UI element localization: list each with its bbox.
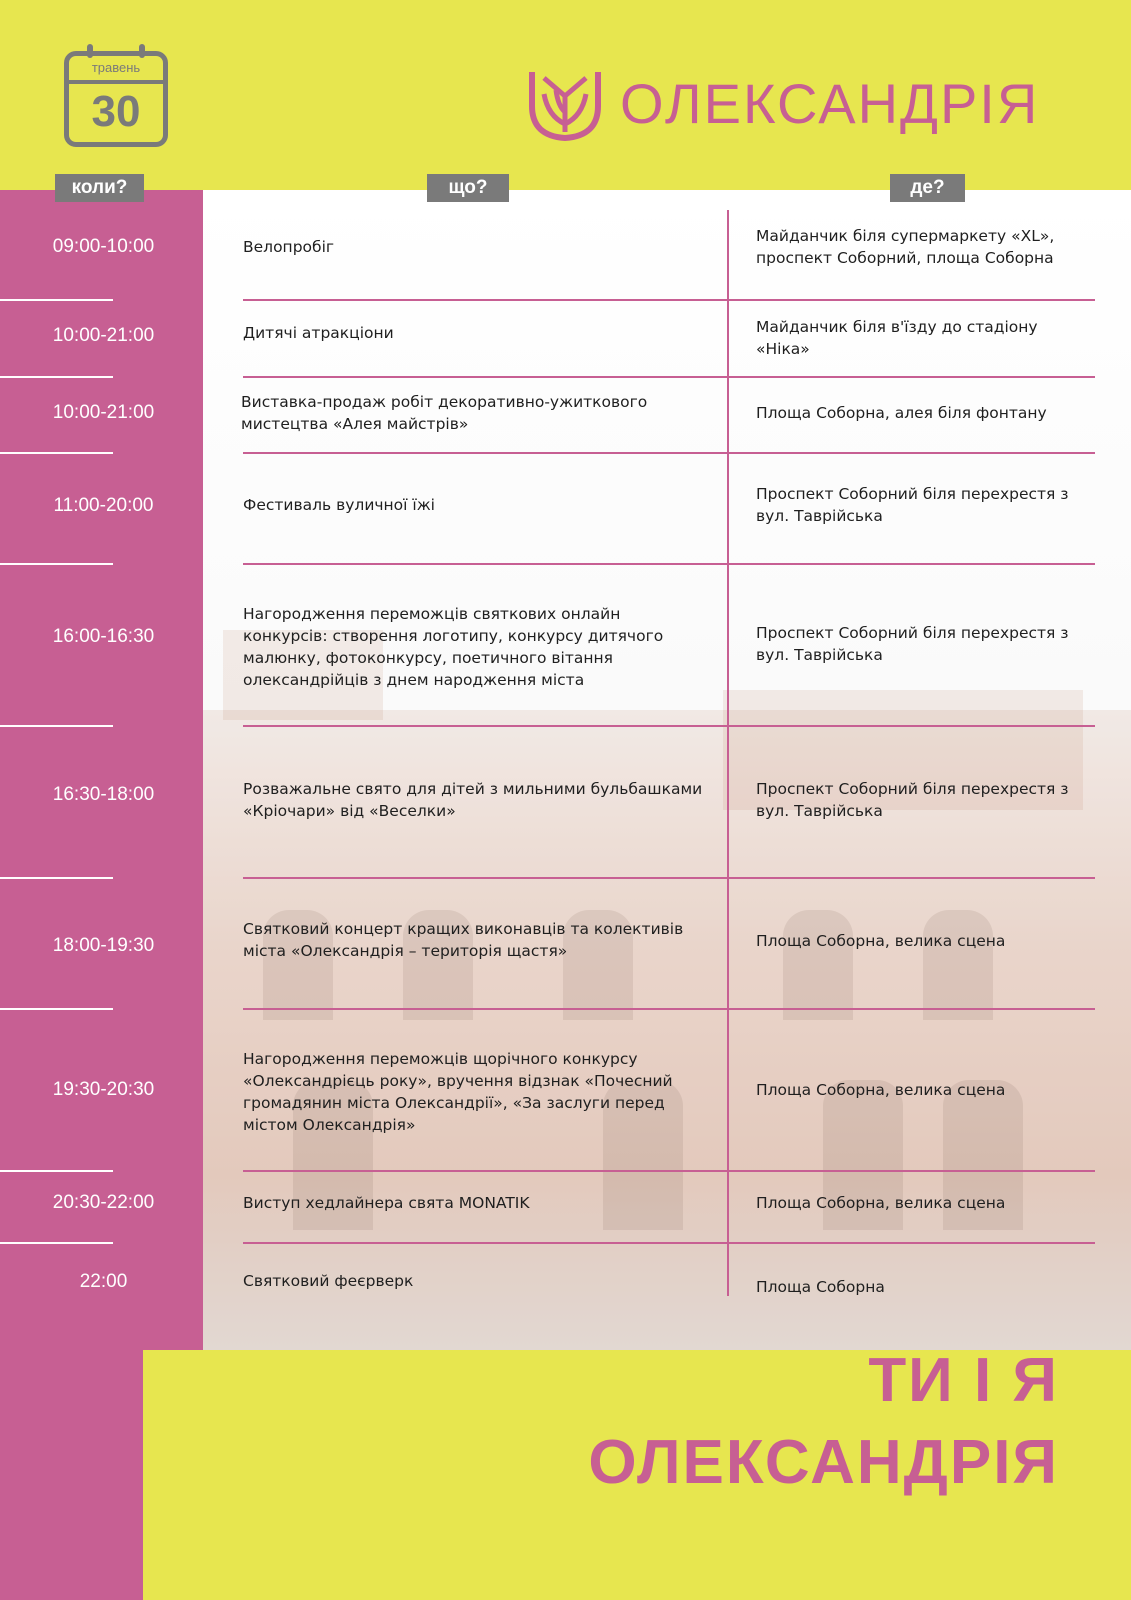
event-location: Майданчик біля супермаркету «XL», проспект Соборний, площа Соборна: [756, 227, 1055, 267]
event-title: Велопробіг: [243, 238, 335, 256]
header-where: де?: [890, 174, 965, 202]
event-title: Виставка-продаж робіт декоративно-ужиткового мистецтва «Алея майстрів»: [241, 393, 648, 433]
brand-name: ОЛЕКСАНДРІЯ: [620, 72, 1040, 135]
event-title: Розважальне свято для дітей з мильними бульбашками «Кріочари» від «Веселки»: [243, 780, 703, 820]
event-time: 20:30-22:00: [52, 1192, 155, 1213]
header-what: що?: [427, 174, 509, 202]
event-title: Виступ хедлайнера свята MONATIK: [243, 1194, 530, 1212]
event-location: Площа Соборна, велика сцена: [756, 1194, 1006, 1212]
event-location: Площа Соборна, велика сцена: [756, 1081, 1006, 1099]
event-time: 16:00-16:30: [52, 626, 155, 647]
calendar-month: травень: [91, 60, 141, 75]
calendar-icon: [64, 51, 168, 147]
column-divider: [727, 210, 729, 1296]
header-when: коли?: [55, 174, 144, 202]
slogan-line-2: ОЛЕКСАНДРІЯ: [588, 1428, 1059, 1497]
event-time: 19:30-20:30: [52, 1079, 155, 1100]
row-divider: [243, 725, 1095, 727]
event-title: Фестиваль вуличної їжі: [243, 496, 435, 514]
event-title: Святковий феєрверк: [243, 1272, 414, 1290]
row-divider: [243, 877, 1095, 879]
event-time: 18:00-19:30: [52, 935, 155, 956]
content-background: [203, 190, 1131, 1350]
row-divider: [243, 299, 1095, 301]
oleksandriia-logo-icon: [528, 66, 602, 142]
event-time: 10:00-21:00: [52, 325, 155, 346]
row-divider: [0, 452, 113, 454]
calendar-day: 30: [91, 87, 141, 136]
event-location: Проспект Соборний біля перехрестя з вул. Таврійська: [756, 624, 1069, 664]
row-divider: [0, 1242, 113, 1244]
row-divider: [0, 877, 113, 879]
event-location: Площа Соборна, велика сцена: [756, 932, 1006, 950]
event-title: Дитячі атракціони: [243, 324, 394, 342]
row-divider: [0, 1008, 113, 1010]
row-divider: [243, 1170, 1095, 1172]
row-divider: [0, 563, 113, 565]
event-time: 22:00: [79, 1271, 128, 1292]
event-location: Площа Соборна, алея біля фонтану: [756, 404, 1047, 422]
row-divider: [0, 1170, 113, 1172]
row-divider: [243, 563, 1095, 565]
event-time: 16:30-18:00: [52, 784, 155, 805]
event-location: Майданчик біля в'їзду до стадіону «Ніка»: [756, 318, 1038, 358]
row-divider: [0, 725, 113, 727]
event-time: 09:00-10:00: [52, 236, 155, 257]
event-time: 11:00-20:00: [53, 495, 154, 516]
event-location: Проспект Соборний біля перехрестя з вул. Таврійська: [756, 780, 1069, 820]
event-title: Святковий концерт кращих виконавців та колективів міста «Олександрія – територія щастя»: [243, 920, 684, 960]
row-divider: [243, 452, 1095, 454]
row-divider: [243, 376, 1095, 378]
event-location: Проспект Соборний біля перехрестя з вул. Таврійська: [756, 485, 1069, 525]
event-title: Нагородження переможців святкових онлайн конкурсів: створення логотипу, конкурсу дитячого малюнку, фотоконкурсу, поетичного вітання олександрійців з днем народження міста: [243, 605, 664, 689]
event-time: 10:00-21:00: [52, 402, 155, 423]
row-divider: [243, 1008, 1095, 1010]
row-divider: [0, 299, 113, 301]
event-location: Площа Соборна: [756, 1278, 885, 1296]
slogan-line-1: ТИ І Я: [868, 1346, 1059, 1415]
event-title: Нагородження переможців щорічного конкурсу «Олександрієць року», вручення відзнак «Почесний громадянин міста Олександрії», «За заслуги перед містом Олександрія»: [243, 1050, 673, 1134]
slogan: [588, 1340, 1059, 1504]
row-divider: [243, 1242, 1095, 1244]
row-divider: [0, 376, 113, 378]
